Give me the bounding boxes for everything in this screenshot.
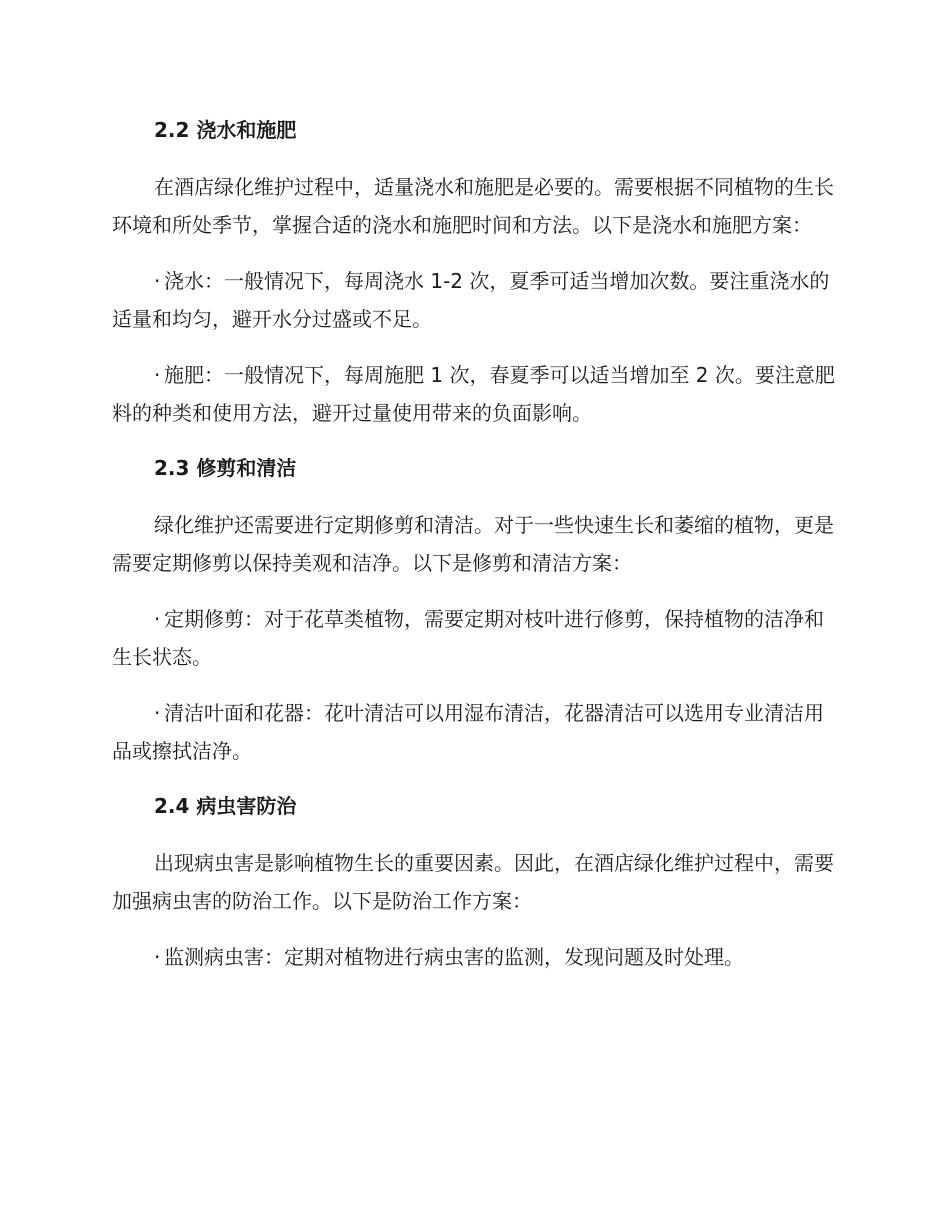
section-heading-2-2: 2.2 浇水和施肥 [154, 118, 297, 142]
bullet-text: 浇水：一般情况下，每周浇水 1-2 次，夏季可适当增加次数。要注重浇水的适量和均匀，避开水分过盛或不足。 [112, 269, 830, 331]
bullet-dot: · [154, 701, 161, 725]
section-heading-2-4: 2.4 病虫害防治 [154, 794, 297, 818]
bullet-text: 监测病虫害：定期对植物进行病虫害的监测，发现问题及时处理。 [164, 945, 744, 969]
bullet-item-cleaning [112, 694, 838, 770]
bullet-item-monitoring [112, 938, 838, 976]
bullet-dot: · [154, 269, 161, 293]
section-intro-2-2: 在酒店绿化维护过程中，适量浇水和施肥是必要的。需要根据不同植物的生长环境和所处季节，掌握合适的浇水和施肥时间和方法。以下是浇水和施肥方案： [112, 175, 834, 237]
bullet-text: 清洁叶面和花器：花叶清洁可以用湿布清洁，花器清洁可以选用专业清洁用品或擦拭洁净。 [112, 701, 824, 763]
bullet-dot: · [154, 607, 161, 631]
bullet-text: 定期修剪：对于花草类植物，需要定期对枝叶进行修剪，保持植物的洁净和生长状态。 [112, 607, 824, 669]
section-heading-2-3: 2.3 修剪和清洁 [154, 456, 297, 480]
bullet-item-watering [112, 262, 838, 338]
section-intro-2-4: 出现病虫害是影响植物生长的重要因素。因此，在酒店绿化维护过程中，需要加强病虫害的防治工作。以下是防治工作方案： [112, 851, 834, 913]
bullet-item-fertilizing [112, 356, 838, 432]
bullet-dot: · [154, 363, 161, 387]
bullet-dot: · [154, 945, 161, 969]
bullet-text: 施肥：一般情况下，每周施肥 1 次，春夏季可以适当增加至 2 次。要注意肥料的种类和使用方法，避开过量使用带来的负面影响。 [112, 363, 835, 425]
bullet-item-pruning [112, 600, 838, 676]
section-intro-2-3: 绿化维护还需要进行定期修剪和清洁。对于一些快速生长和萎缩的植物，更是需要定期修剪以保持美观和洁净。以下是修剪和清洁方案： [112, 513, 834, 575]
